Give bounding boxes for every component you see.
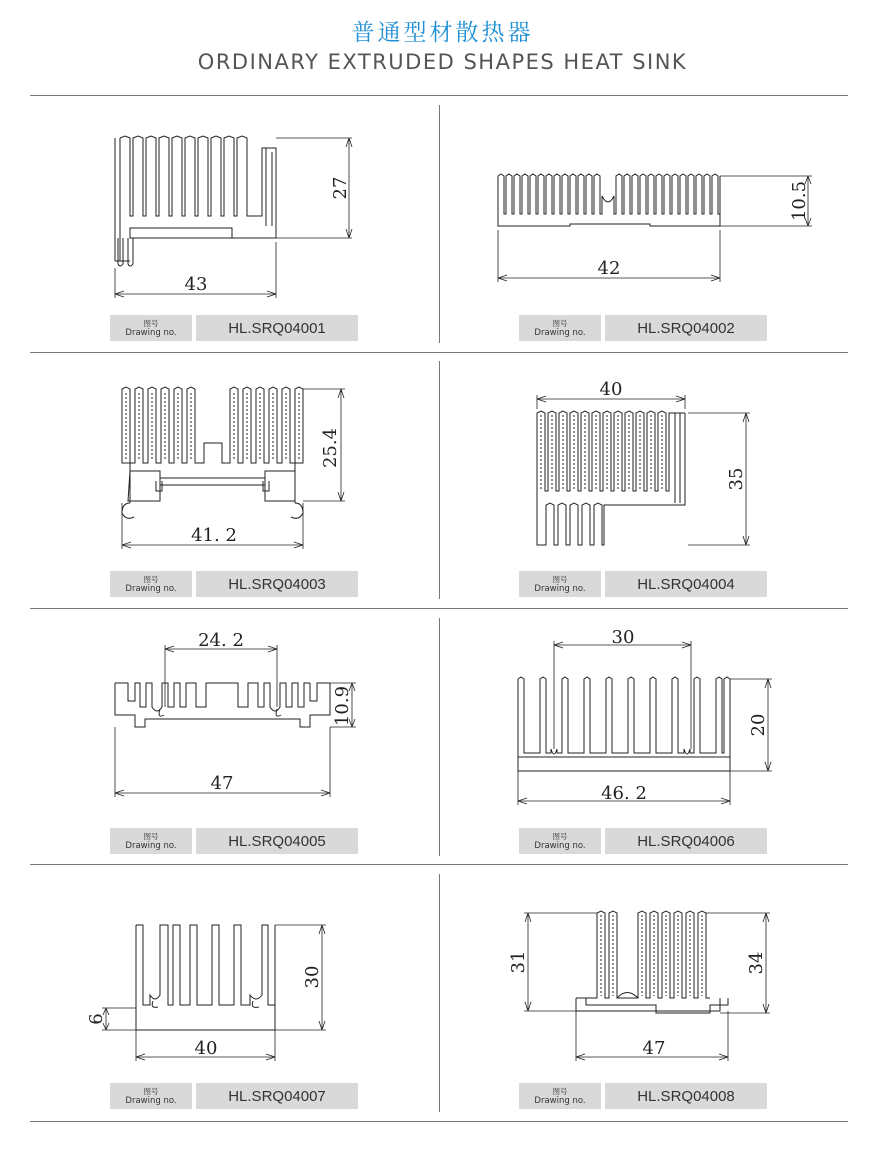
profile-outline [136,925,275,1030]
profile-drawing [440,96,880,352]
heatsink-card [0,865,439,1121]
profile-outline [537,411,685,545]
dimension-height: 10.5 [789,180,810,222]
dimension-width: 40 [194,1038,218,1059]
drawing-number: HL.SRQ04007 [196,1083,358,1109]
drawing-number: HL.SRQ04006 [605,828,767,854]
drawing-no-caption: 图号 Drawing no. [110,315,192,341]
dimension-width: 47 [642,1038,666,1059]
page-title-en: ORDINARY EXTRUDED SHAPES HEAT SINK [197,50,688,74]
profile-outline [122,387,303,518]
profile-drawing [0,96,439,352]
drawing-number: HL.SRQ04002 [605,315,767,341]
dimension-width: 43 [184,274,208,295]
drawing-label [519,571,767,597]
dimension-inner: 24. 2 [198,630,244,651]
profile-outline [115,136,276,266]
page-title-cn: 普通型材散热器 [351,20,534,46]
heatsink-card [440,609,880,865]
drawing-no-caption: 图号 Drawing no. [519,571,601,597]
drawing-label [110,1083,358,1109]
dimension-width: 47 [210,773,234,794]
drawing-number: HL.SRQ04001 [196,315,358,341]
heatsink-card [0,96,439,352]
dimension-width: 42 [597,258,621,279]
drawing-label [519,1083,767,1109]
drawing-no-caption: 图号 Drawing no. [110,571,192,597]
heatsink-card [440,353,880,609]
dimension-lines [115,645,356,797]
dimension-left-height: 31 [508,950,529,974]
heatsink-card [440,96,880,352]
profile-drawing [440,609,880,865]
dimension-lines [498,176,812,282]
profile-outline [518,677,730,771]
drawing-label [519,315,767,341]
drawing-label [519,828,767,854]
dimension-width: 41. 2 [191,525,237,546]
drawing-number: HL.SRQ04003 [196,571,358,597]
drawing-label [110,571,358,597]
dimension-width: 40 [599,379,623,400]
dimension-height: 30 [302,965,323,989]
profile-outline [115,683,330,727]
drawing-number: HL.SRQ04005 [196,828,358,854]
drawing-no-caption: 图号 Drawing no. [519,1083,601,1109]
dimension-base: 6 [86,1013,107,1025]
drawing-no-caption: 图号 Drawing no. [110,828,192,854]
profile-outline [576,911,728,1013]
drawing-label [110,315,358,341]
dimension-height: 25.4 [320,427,341,469]
profile-drawing [0,609,439,865]
dimension-height: 27 [330,176,351,200]
heatsink-card [0,353,439,609]
dimension-width: 46. 2 [601,783,647,804]
rule-bottom [30,1121,848,1122]
profile-outline [498,174,720,226]
dimension-lines [518,641,772,805]
drawing-no-caption: 图号 Drawing no. [110,1083,192,1109]
drawing-no-caption: 图号 Drawing no. [519,828,601,854]
heatsink-card [440,865,880,1121]
drawing-no-caption: 图号 Drawing no. [519,315,601,341]
heatsink-card [0,609,439,865]
dimension-height: 10.9 [332,685,353,727]
drawing-number: HL.SRQ04008 [605,1083,767,1109]
dimension-height: 20 [748,713,769,737]
dimension-height: 34 [746,951,767,975]
dimension-height: 35 [726,467,747,491]
drawing-label [110,828,358,854]
drawing-number: HL.SRQ04004 [605,571,767,597]
dimension-inner: 30 [611,627,635,648]
